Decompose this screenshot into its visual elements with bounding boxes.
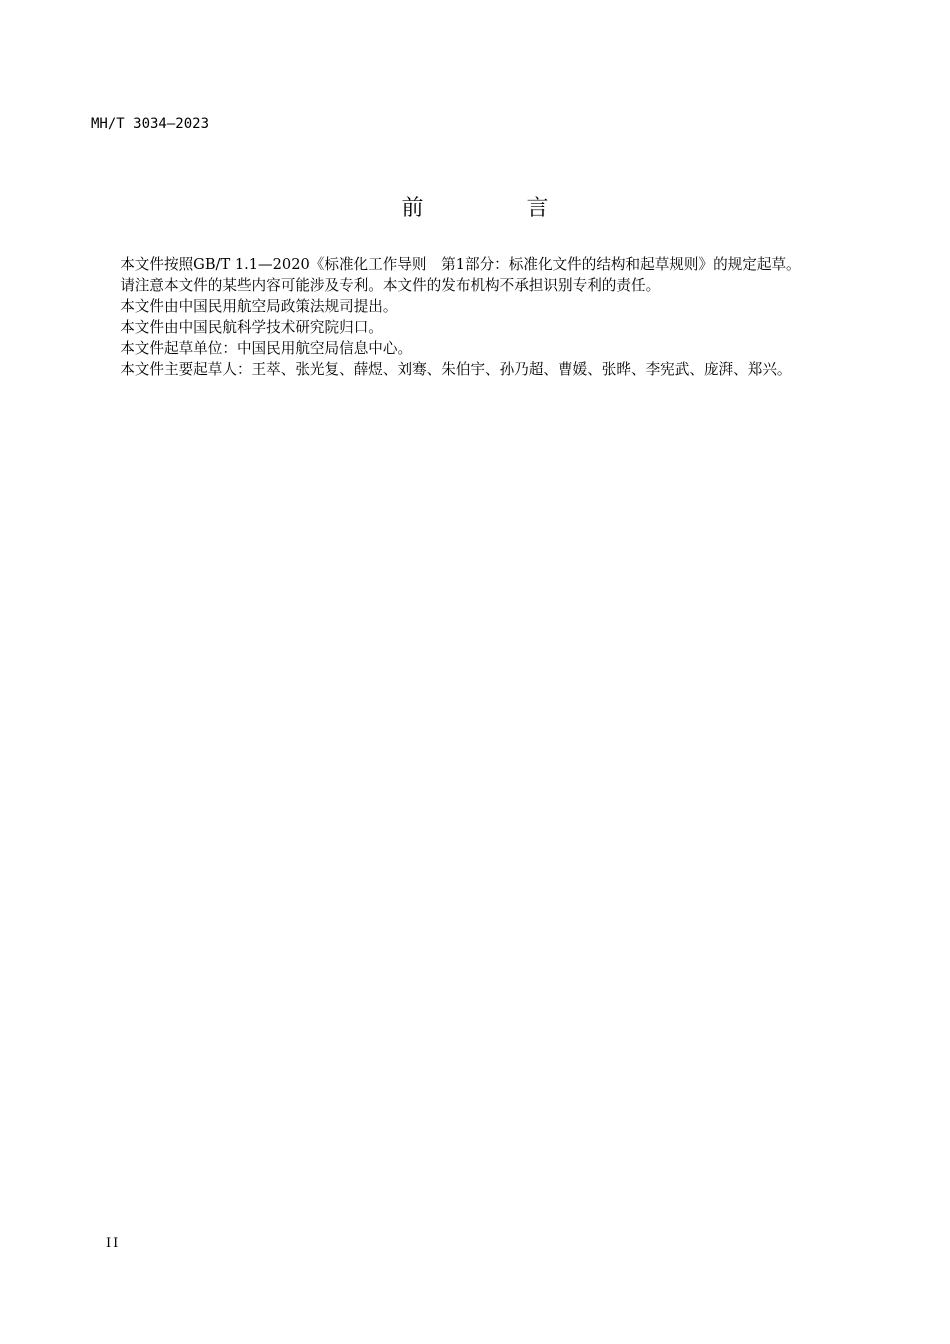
paragraph-patent-notice: 请注意本文件的某些内容可能涉及专利。本文件的发布机构不承担识别专利的责任。 [120,277,661,294]
page-number: II [106,1236,121,1251]
paragraph-drafters: 本文件主要起草人：王萃、张光复、薛煜、刘骞、朱伯宇、孙乃超、曹媛、张晔、李宪武、庞湃、郑兴。 [120,361,792,378]
paragraph-drafting-rules: 本文件按照GB/T 1.1—2020《标准化工作导则 第1部分：标准化文件的结构和起草规则》的规定起草。 [120,256,801,273]
page-title: 前 言 [401,196,597,221]
paragraph-proposer: 本文件由中国民用航空局政策法规司提出。 [120,298,398,315]
paragraph-drafting-unit: 本文件起草单位：中国民用航空局信息中心。 [120,340,413,357]
paragraph-centralized-management: 本文件由中国民航科学技术研究院归口。 [120,319,383,336]
document-code: MH/T 3034—2023 [91,116,210,132]
foreword-body [91,254,839,380]
